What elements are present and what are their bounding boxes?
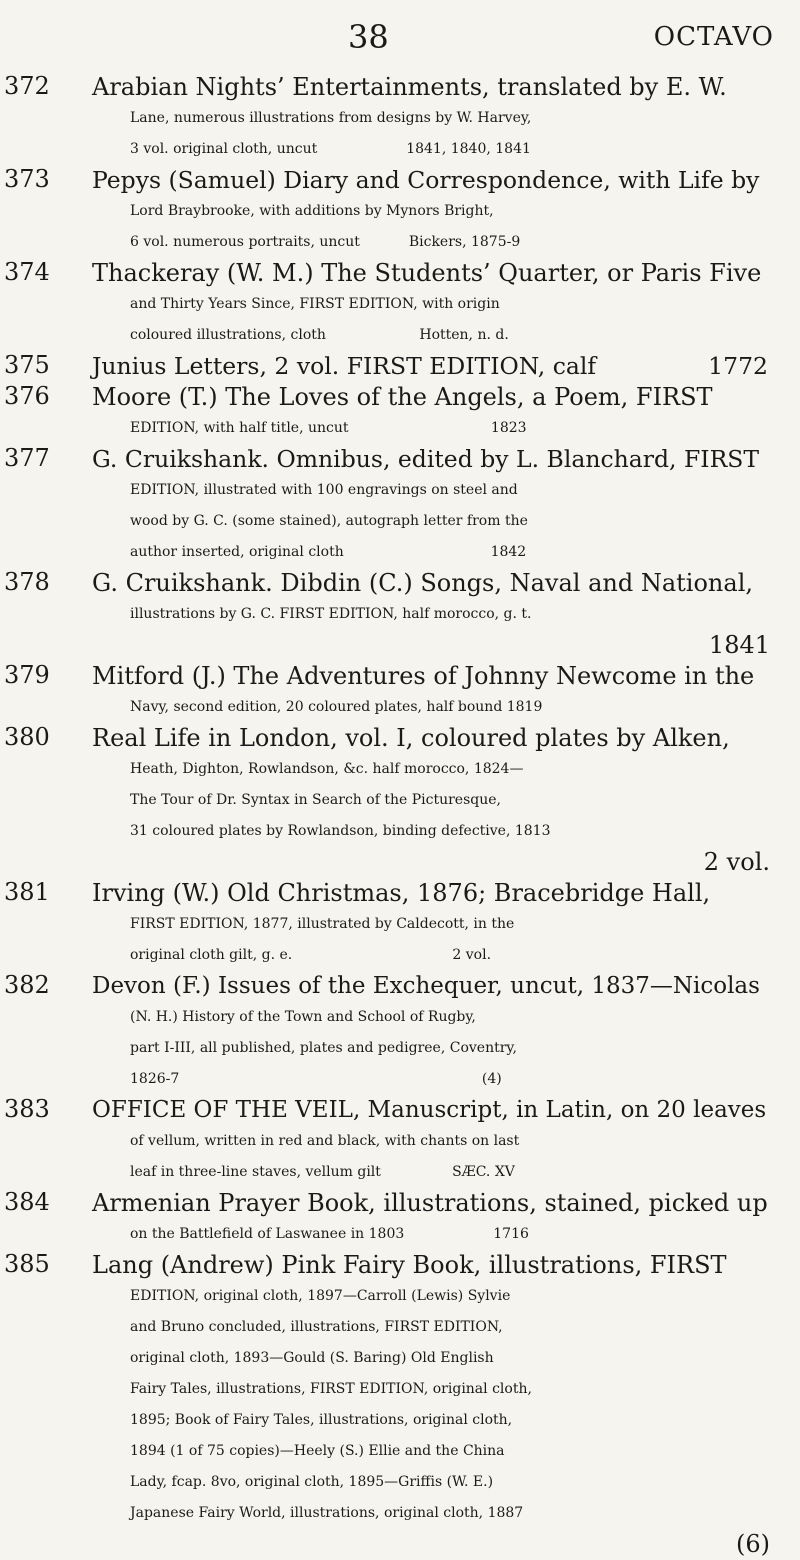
lot-number: 374	[4, 258, 50, 286]
lot-description-line: EDITION, original cloth, 1897—Carroll (Lewis) Sylvie	[130, 1288, 511, 1304]
lot-description-line: original cloth gilt, g. e. 2 vol.	[130, 947, 492, 963]
lot-number: 380	[4, 723, 50, 751]
lot-number: 375	[4, 351, 50, 379]
lot-description-line: on the Battlefield of Laswanee in 1803 1716	[130, 1226, 529, 1242]
lot-description-line: EDITION, with half title, uncut 1823	[130, 420, 527, 436]
lot-description-line: wood by G. C. (some stained), autograph letter from the	[130, 513, 528, 529]
lot-description-line: 1895; Book of Fairy Tales, illustrations, original cloth,	[130, 1412, 513, 1428]
lot-entry	[0, 444, 800, 568]
lot-description-line: and Thirty Years Since, FIRST EDITION, with origin	[130, 296, 500, 312]
lot-description-line: Arabian Nights’ Entertainments, translated by E. W.	[92, 73, 727, 101]
lot-entry	[0, 568, 800, 661]
lot-description-line: 31 coloured plates by Rowlandson, binding defective, 1813	[130, 823, 551, 839]
lot-entry	[0, 258, 800, 351]
lot-description-line: OFFICE OF THE VEIL, Manuscript, in Latin, on 20 leaves	[92, 1097, 767, 1123]
lot-description-line: coloured illustrations, cloth Hotten, n. d.	[130, 327, 509, 343]
page-number: 38	[348, 18, 389, 56]
lot-description-line: Devon (F.) Issues of the Exchequer, uncut, 1837—Nicolas	[92, 973, 760, 999]
lot-number: 381	[4, 878, 50, 906]
lot-number: 383	[4, 1095, 50, 1123]
lot-description-line: Junius Letters, 2 vol. FIRST EDITION, calf 1772	[92, 352, 768, 380]
lot-description-line: The Tour of Dr. Syntax in Search of the Picturesque,	[130, 792, 501, 808]
lot-entry	[0, 1188, 800, 1250]
lot-description-line: author inserted, original cloth 1842	[130, 544, 527, 560]
lot-number: 376	[4, 382, 50, 410]
lot-number: 377	[4, 444, 50, 472]
lot-description-line: 3 vol. original cloth, uncut 1841, 1840, 1841	[130, 141, 531, 157]
lot-entry	[0, 971, 800, 1095]
lot-description-line: (N. H.) History of the Town and School of Rugby,	[130, 1009, 476, 1025]
lot-description-line: Pepys (Samuel) Diary and Correspondence, with Life by	[92, 166, 760, 194]
lot-description-line: Navy, second edition, 20 coloured plates, half bound 1819	[130, 699, 543, 715]
lot-number: 379	[4, 661, 50, 689]
lot-description-line: G. Cruikshank. Omnibus, edited by L. Blanchard, FIRST	[92, 445, 760, 473]
lot-description-line: and Bruno concluded, illustrations, FIRST EDITION,	[130, 1319, 503, 1335]
lot-list	[0, 72, 800, 1560]
lot-description-line: 1826-7 (4)	[130, 1071, 502, 1087]
lot-entry	[0, 661, 800, 723]
lot-description-line: (6)	[736, 1530, 770, 1558]
lot-description-line: Armenian Prayer Book, illustrations, stained, picked up	[92, 1189, 768, 1217]
lot-entry	[0, 351, 800, 382]
lot-description-line: Japanese Fairy World, illustrations, original cloth, 1887	[130, 1505, 524, 1521]
lot-number: 382	[4, 971, 50, 999]
lot-number: 373	[4, 165, 50, 193]
lot-description-line: Lang (Andrew) Pink Fairy Book, illustrations, FIRST	[92, 1251, 727, 1279]
lot-description-line: 6 vol. numerous portraits, uncut Bickers, 1875-9	[130, 234, 521, 250]
lot-description-line: Lane, numerous illustrations from designs by W. Harvey,	[130, 110, 532, 126]
lot-number: 372	[4, 72, 50, 100]
lot-description-line: part I-III, all published, plates and pedigree, Coventry,	[130, 1040, 517, 1056]
lot-description-line: 1894 (1 of 75 copies)—Heely (S.) Ellie and the China	[130, 1443, 505, 1459]
lot-description-line: Lord Braybrooke, with additions by Mynors Bright,	[130, 203, 494, 219]
lot-number: 385	[4, 1250, 50, 1278]
lot-number: 378	[4, 568, 50, 596]
lot-entry	[0, 1250, 800, 1560]
lot-entry	[0, 723, 800, 878]
lot-entry	[0, 878, 800, 971]
lot-number: 384	[4, 1188, 50, 1216]
lot-description-line: original cloth, 1893—Gould (S. Baring) Old English	[130, 1350, 494, 1366]
lot-description-line: Irving (W.) Old Christmas, 1876; Bracebridge Hall,	[92, 879, 711, 907]
lot-entry	[0, 1095, 800, 1188]
lot-description-line: Heath, Dighton, Rowlandson, &c. half morocco, 1824—	[130, 761, 524, 777]
lot-description-line: G. Cruikshank. Dibdin (C.) Songs, Naval and National,	[92, 569, 753, 597]
lot-description-line: illustrations by G. C. FIRST EDITION, half morocco, g. t.	[130, 606, 532, 622]
section-title: OCTAVO	[653, 22, 774, 52]
lot-description-line: leaf in three-line staves, vellum gilt SÆC. XV	[130, 1164, 515, 1180]
lot-entry	[0, 72, 800, 165]
lot-description-line: of vellum, written in red and black, with chants on last	[130, 1133, 520, 1149]
lot-description-line: 1841	[708, 631, 770, 659]
lot-description-line: Moore (T.) The Loves of the Angels, a Poem, FIRST	[92, 383, 713, 411]
lot-entry	[0, 165, 800, 258]
lot-description-line: Lady, fcap. 8vo, original cloth, 1895—Griffis (W. E.)	[130, 1474, 494, 1490]
lot-description-line: Real Life in London, vol. I, coloured plates by Alken,	[92, 724, 730, 752]
lot-description-line: 2 vol.	[703, 848, 770, 876]
lot-entry	[0, 382, 800, 444]
lot-description-line: FIRST EDITION, 1877, illustrated by Caldecott, in the	[130, 916, 515, 932]
lot-description-line: Thackeray (W. M.) The Students’ Quarter, or Paris Five	[92, 259, 762, 287]
page-header	[0, 10, 800, 60]
lot-description-line: Fairy Tales, illustrations, FIRST EDITION, original cloth,	[130, 1381, 532, 1397]
lot-description-line: EDITION, illustrated with 100 engravings on steel and	[130, 482, 518, 498]
lot-description-line: Mitford (J.) The Adventures of Johnny Newcome in the	[92, 662, 755, 690]
